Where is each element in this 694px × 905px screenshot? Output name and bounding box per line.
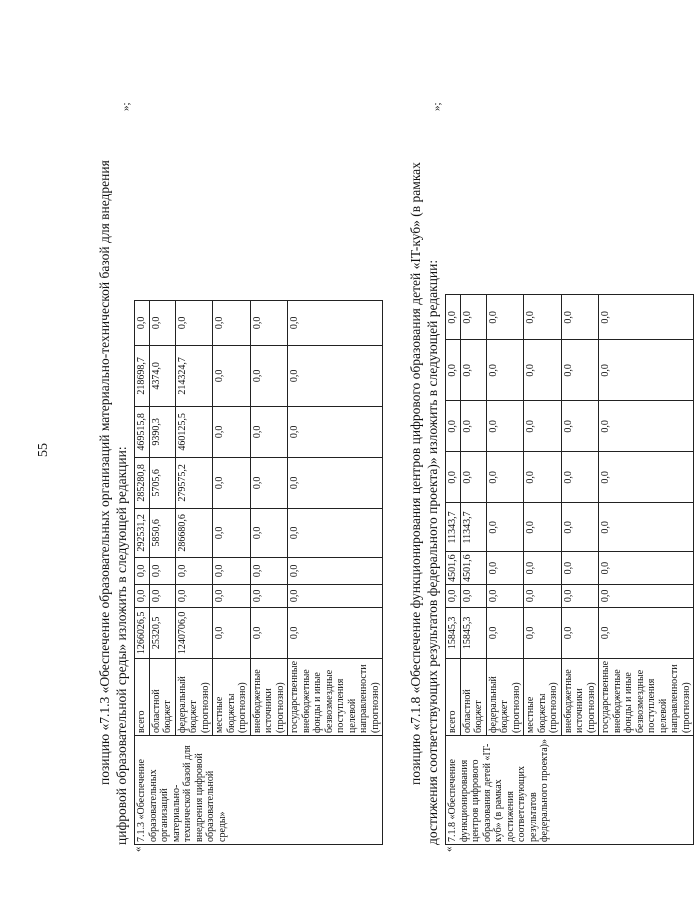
amount-cell: 0,0 xyxy=(599,295,694,340)
amount-cell: 0,0 xyxy=(561,503,599,552)
amount-cell: 1240706,0 xyxy=(175,607,213,658)
amount-cell: 0,0 xyxy=(524,607,562,658)
amount-cell: 0,0 xyxy=(250,584,288,607)
section-intro xyxy=(96,25,130,845)
amount-cell: 0,0 xyxy=(446,340,461,401)
funding-source: всего xyxy=(135,658,150,735)
amount-cell: 0,0 xyxy=(213,584,251,607)
amount-cell: 0,0 xyxy=(486,295,524,340)
amount-cell: 0,0 xyxy=(561,452,599,503)
amount-cell: 0,0 xyxy=(524,452,562,503)
amount-cell: 0,0 xyxy=(135,557,150,584)
amount-cell: 218698,7 xyxy=(135,345,150,406)
amount-cell: 4374,0 xyxy=(149,345,175,406)
amount-cell: 0,0 xyxy=(213,508,251,557)
section-7-1-8 xyxy=(407,25,694,852)
amount-cell: 0,0 xyxy=(288,607,383,658)
amount-cell: 4501,6 xyxy=(460,552,486,585)
amount-cell: 0,0 xyxy=(524,401,562,452)
amount-cell: 15845,3 xyxy=(446,607,461,658)
intro-line-1: позицию «7.1.8 «Обеспечение функционирования центров цифрового образования детей «IT-куб» (в рамках xyxy=(408,162,423,785)
amount-cell: 0,0 xyxy=(486,452,524,503)
funding-source: государственные внебюджетные фонды и иные безвозмездные поступления целевой направленности (прогнозно) xyxy=(288,658,383,735)
amount-cell: 0,0 xyxy=(250,557,288,584)
amount-cell: 0,0 xyxy=(213,406,251,457)
amount-cell: 4501,6 xyxy=(446,552,461,585)
amount-cell: 285280,8 xyxy=(135,457,150,508)
measure-name: 7.1.3 «Обеспечение образовательных организаций материально-технической базой для внедрения цифровой образовательной среды» xyxy=(135,736,383,845)
amount-cell: 0,0 xyxy=(288,406,383,457)
measure-name: 7.1.8 «Обеспечение функционирования центров цифрового образования детей «IT-куб» (в рамках достижения соответствующих результатов федерального проекта)» xyxy=(446,736,694,845)
close-quote: »; xyxy=(120,102,132,111)
funding-source: местные бюджеты (прогнозно) xyxy=(524,658,562,735)
funding-source: внебюджетные источники (прогнозно) xyxy=(250,658,288,735)
amount-cell: 0,0 xyxy=(288,345,383,406)
amount-cell: 0,0 xyxy=(524,295,562,340)
amount-cell: 5705,6 xyxy=(149,457,175,508)
amount-cell: 0,0 xyxy=(561,340,599,401)
amount-cell: 15845,3 xyxy=(460,607,486,658)
intro-line-1: позицию «7.1.3 «Обеспечение образовательных организаций материально-технической базой для внедрения xyxy=(97,160,112,785)
amount-cell: 0,0 xyxy=(213,557,251,584)
amount-cell: 0,0 xyxy=(135,300,150,345)
amount-cell: 0,0 xyxy=(460,340,486,401)
amount-cell: 0,0 xyxy=(446,401,461,452)
amount-cell: 0,0 xyxy=(599,552,694,585)
intro-line-2: цифровой образовательной среды» изложить в следующей редакции: xyxy=(114,446,129,845)
amount-cell: 292531,2 xyxy=(135,508,150,557)
amount-cell: 0,0 xyxy=(288,300,383,345)
amount-cell: 0,0 xyxy=(561,584,599,607)
amount-cell: 0,0 xyxy=(149,557,175,584)
amount-cell: 0,0 xyxy=(599,503,694,552)
funding-source: областной бюджет xyxy=(149,658,175,735)
amount-cell: 0,0 xyxy=(599,340,694,401)
amount-cell: 460125,5 xyxy=(175,406,213,457)
page-number: 55 xyxy=(36,443,51,457)
amount-cell: 0,0 xyxy=(175,557,213,584)
amount-cell: 0,0 xyxy=(175,584,213,607)
amount-cell: 0,0 xyxy=(599,584,694,607)
table-row xyxy=(446,295,461,845)
amount-cell: 0,0 xyxy=(149,300,175,345)
amount-cell: 11343,7 xyxy=(446,503,461,552)
amount-cell: 0,0 xyxy=(446,452,461,503)
funding-source: федеральный бюджет (прогнозно) xyxy=(486,658,524,735)
amount-cell: 0,0 xyxy=(561,295,599,340)
amount-cell: 0,0 xyxy=(446,295,461,340)
amount-cell: 0,0 xyxy=(599,607,694,658)
amount-cell: 0,0 xyxy=(288,584,383,607)
amount-cell: 0,0 xyxy=(213,457,251,508)
amount-cell: 0,0 xyxy=(524,584,562,607)
amount-cell: 0,0 xyxy=(486,607,524,658)
funding-source: местные бюджеты (прогнозно) xyxy=(213,658,251,735)
amount-cell: 0,0 xyxy=(486,340,524,401)
amount-cell: 286680,6 xyxy=(175,508,213,557)
amount-cell: 0,0 xyxy=(524,503,562,552)
amount-cell: 0,0 xyxy=(446,584,461,607)
amount-cell: 0,0 xyxy=(561,552,599,585)
amount-cell: 279575,2 xyxy=(175,457,213,508)
funding-source: федеральный бюджет (прогнозно) xyxy=(175,658,213,735)
amount-cell: 0,0 xyxy=(250,406,288,457)
amount-cell: 0,0 xyxy=(149,584,175,607)
amount-cell: 0,0 xyxy=(288,508,383,557)
rotated-sheet xyxy=(96,25,692,852)
funding-source: областной бюджет xyxy=(460,658,486,735)
amount-cell: 0,0 xyxy=(213,345,251,406)
amount-cell: 0,0 xyxy=(486,401,524,452)
amount-cell: 0,0 xyxy=(250,345,288,406)
amount-cell: 0,0 xyxy=(599,401,694,452)
amount-cell: 0,0 xyxy=(288,457,383,508)
amount-cell: 0,0 xyxy=(524,552,562,585)
amount-cell: 0,0 xyxy=(250,457,288,508)
amount-cell: 0,0 xyxy=(135,584,150,607)
funding-source: всего xyxy=(446,658,461,735)
amount-cell: 214324,7 xyxy=(175,345,213,406)
amount-cell: 9390,3 xyxy=(149,406,175,457)
funding-table xyxy=(445,294,694,845)
open-quote: « xyxy=(443,846,455,852)
amount-cell: 0,0 xyxy=(460,401,486,452)
amount-cell: 5850,6 xyxy=(149,508,175,557)
table-row xyxy=(135,300,150,844)
amount-cell: 0,0 xyxy=(250,300,288,345)
amount-cell: 0,0 xyxy=(250,508,288,557)
amount-cell: 0,0 xyxy=(213,300,251,345)
amount-cell: 0,0 xyxy=(288,557,383,584)
section-intro xyxy=(407,25,441,845)
section-7-1-3 xyxy=(96,25,383,852)
open-quote: « xyxy=(132,846,144,852)
intro-line-2: достижения соответствующих результатов федерального проекта)» изложить в следующей редакции: xyxy=(425,259,440,845)
amount-cell: 0,0 xyxy=(599,452,694,503)
amount-cell: 25320,5 xyxy=(149,607,175,658)
amount-cell: 0,0 xyxy=(213,607,251,658)
amount-cell: 0,0 xyxy=(561,607,599,658)
funding-table xyxy=(134,300,383,845)
amount-cell: 0,0 xyxy=(561,401,599,452)
funding-source: внебюджетные источники (прогнозно) xyxy=(561,658,599,735)
amount-cell: 1266026,5 xyxy=(135,607,150,658)
amount-cell: 0,0 xyxy=(486,503,524,552)
amount-cell: 0,0 xyxy=(460,295,486,340)
amount-cell: 0,0 xyxy=(460,452,486,503)
close-quote: »; xyxy=(431,102,443,111)
amount-cell: 0,0 xyxy=(486,552,524,585)
amount-cell: 469515,8 xyxy=(135,406,150,457)
funding-source: государственные внебюджетные фонды и иные безвозмездные поступления целевой направленности (прогнозно) xyxy=(599,658,694,735)
amount-cell: 0,0 xyxy=(175,300,213,345)
amount-cell: 0,0 xyxy=(486,584,524,607)
amount-cell: 11343,7 xyxy=(460,503,486,552)
amount-cell: 0,0 xyxy=(524,340,562,401)
amount-cell: 0,0 xyxy=(250,607,288,658)
amount-cell: 0,0 xyxy=(460,584,486,607)
